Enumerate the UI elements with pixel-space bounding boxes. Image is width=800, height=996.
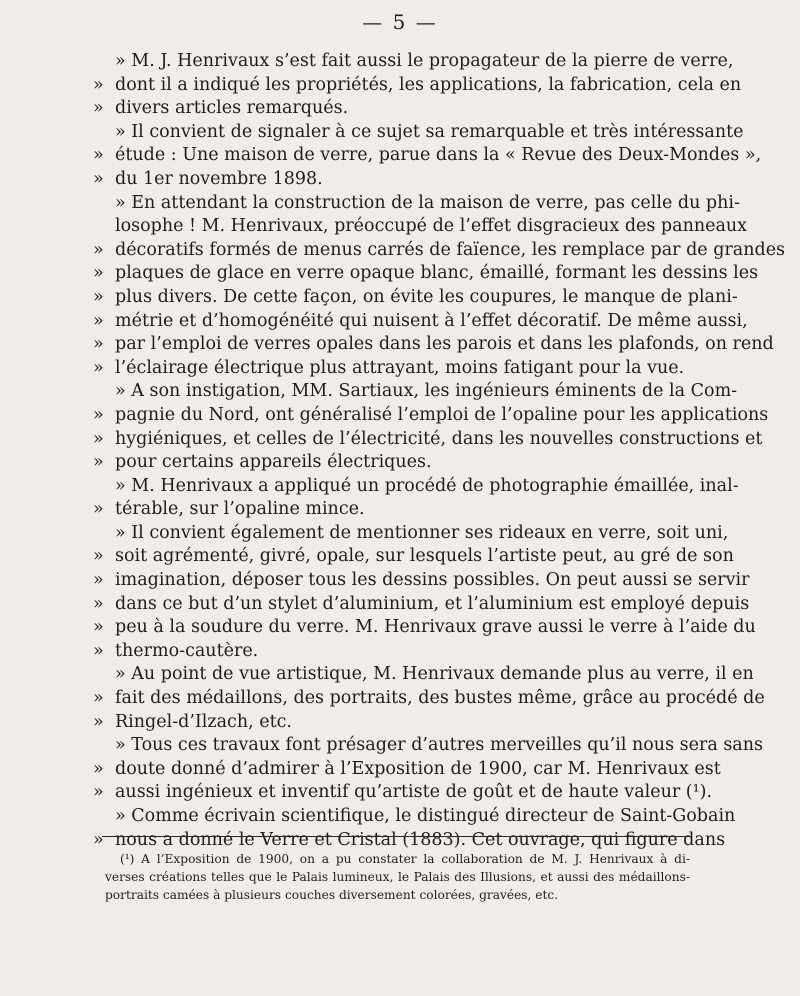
text-line: » M. J. Henrivaux s’est fait aussi le propagateur de la pierre de verre,: [115, 51, 734, 71]
text-line: » A son instigation, MM. Sartiaux, les ingénieurs éminents de la Com-: [115, 381, 738, 402]
footnote-line: (¹) A l’Exposition de 1900, on a pu constater la collaboration de M. J. Henrivaux à di-: [120, 852, 690, 866]
text-line: » doute donné d’admirer à l’Exposition de 1900, car M. Henrivaux est: [93, 758, 721, 779]
text-line: » Il convient également de mentionner ses rideaux en verre, soit uni,: [115, 522, 729, 543]
text-line: » Il convient de signaler à ce sujet sa remarquable et très intéressante: [115, 121, 744, 142]
text-line: » En attendant la construction de la maison de verre, pas celle du phi-: [115, 192, 740, 213]
body-text: [0, 50, 800, 852]
text-line: » métrie et d’homogénéité qui nuisent à l’effet décoratif. De même aussi,: [93, 310, 748, 331]
text-line: » Au point de vue artistique, M. Henrivaux demande plus au verre, il en: [115, 664, 754, 685]
text-line: » l’éclairage électrique plus attrayant, moins fatigant pour la vue.: [93, 357, 685, 378]
text-line: » Comme écrivain scientifique, le distingué directeur de Saint-Gobain: [115, 806, 736, 826]
text-line: » décoratifs formés de menus carrés de faïence, les remplace par de grandes: [93, 239, 786, 260]
footnote: [0, 850, 800, 904]
text-line: » étude : Une maison de verre, parue dans la « Revue des Deux-Mondes »,: [93, 145, 762, 166]
text-line: » soit agrémenté, givré, opale, sur lesquels l’artiste peut, au gré de son: [93, 546, 734, 567]
text-line: » divers articles remarqués.: [93, 98, 349, 119]
text-line: » du 1er novembre 1898.: [93, 168, 323, 189]
text-line: » pagnie du Nord, ont généralisé l’emploi de l’opaline pour les applications: [93, 404, 769, 425]
text-line: » plus divers. De cette façon, on évite les coupures, le manque de plani-: [93, 286, 738, 307]
text-line: » imagination, déposer tous les dessins possibles. On peut aussi se servir: [93, 570, 750, 591]
text-line: » hygiéniques, et celles de l’électricité, dans les nouvelles constructions et: [93, 428, 763, 449]
text-line: » thermo-cautère.: [93, 640, 259, 661]
text-line: » peu à la soudure du verre. M. Henrivaux grave aussi le verre à l’aide du: [93, 617, 756, 638]
text-line: » Ringel-d’Ilzach, etc.: [93, 711, 292, 732]
footnote-line: portraits camées à plusieurs couches diversement colorées, gravées, etc.: [105, 888, 559, 902]
text-line: » fait des médaillons, des portraits, des bustes même, grâce au procédé de: [93, 688, 765, 709]
text-line: » Tous ces travaux font présager d’autres merveilles qu’il nous sera sans: [115, 735, 763, 756]
footnote-line: verses créations telles que le Palais lumineux, le Palais des Illusions, et aussi des médaillons-: [105, 870, 690, 884]
text-line: » par l’emploi de verres opales dans les parois et dans les plafonds, on rend: [93, 334, 774, 355]
text-line: » dans ce but d’un stylet d’aluminium, et l’aluminium est employé depuis: [93, 593, 750, 614]
page-number: — 5 —: [362, 10, 438, 34]
text-line: » plaques de glace en verre opaque blanc, émaillé, formant les dessins les: [93, 263, 759, 284]
text-line: » aussi ingénieux et inventif qu’artiste de goût et de haute valeur (¹).: [93, 782, 713, 803]
text-line: » dont il a indiqué les propriétés, les applications, la fabrication, cela en: [93, 74, 742, 95]
text-line: losophe ! M. Henrivaux, préoccupé de l’effet disgracieux des panneaux: [115, 216, 748, 237]
text-line: » M. Henrivaux a appliqué un procédé de photographie émaillée, inal-: [115, 475, 739, 496]
footnote-divider: [102, 836, 690, 837]
text-line: » nous a donné le Verre et Cristal (1883). Cet ouvrage, qui figure dans: [93, 829, 726, 850]
text-line: » térable, sur l’opaline mince.: [93, 499, 365, 520]
text-line: » pour certains appareils électriques.: [93, 452, 432, 473]
